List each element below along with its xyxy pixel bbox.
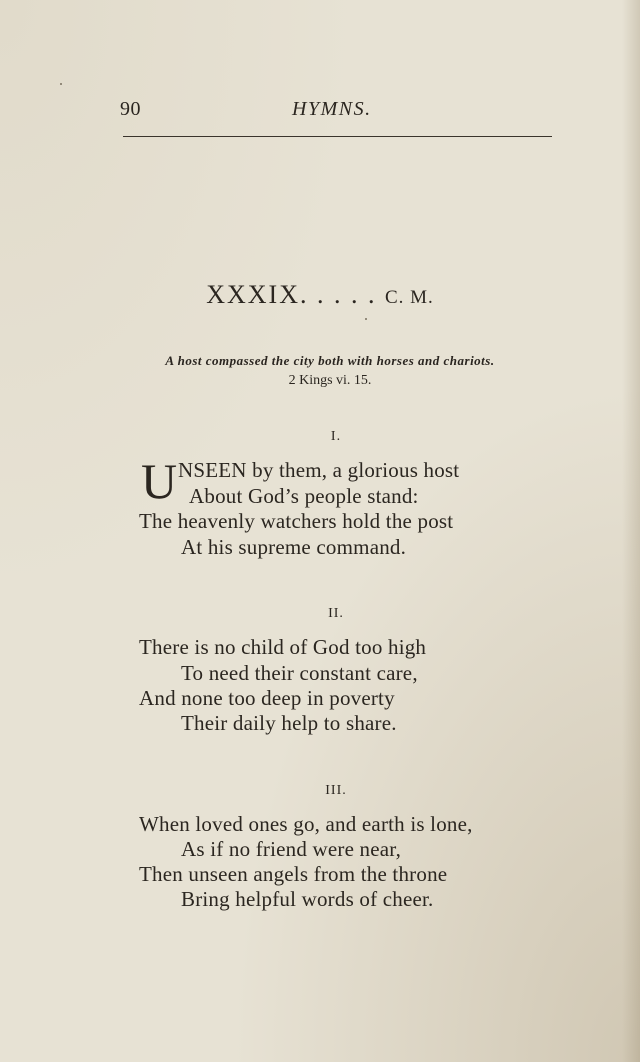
verse-line: Their daily help to share. <box>181 711 397 735</box>
hymn-title <box>0 280 640 310</box>
epigraph: A host compassed the city both with horses and chariots. <box>165 353 495 368</box>
verse-line: To need their constant care, <box>181 661 418 685</box>
page-header <box>120 98 552 124</box>
verse-line: NSEEN by them, a glorious host <box>178 458 460 482</box>
page-edge-shading <box>622 0 640 1062</box>
drop-cap: U <box>141 453 178 509</box>
stanza-numeral: II. <box>328 606 344 621</box>
hymn-meter: C. M. <box>384 287 434 308</box>
verse-line: About God’s people stand: <box>189 484 419 508</box>
paper-speck <box>60 83 62 85</box>
verse-line: There is no child of God too high <box>139 635 427 659</box>
paper-speck <box>365 318 367 320</box>
running-head: HYMNS. <box>292 98 372 120</box>
verse-line: Then unseen angels from the throne <box>139 862 448 886</box>
scripture-reference: 2 Kings vi. 15. <box>288 373 372 388</box>
verse-line: At his supreme command. <box>181 535 407 559</box>
page-number: 90 <box>120 98 141 120</box>
hymn-number: XXXIX. . . . . <box>206 280 377 309</box>
verse-line: When loved ones go, and earth is lone, <box>139 812 473 836</box>
stanza-numeral: III. <box>325 783 347 798</box>
verse-line: And none too deep in poverty <box>139 686 395 710</box>
verse-line: As if no friend were near, <box>181 837 402 861</box>
header-rule <box>123 136 552 137</box>
verse-line: Bring helpful words of cheer. <box>181 887 434 911</box>
stanza-numeral: I. <box>330 429 342 444</box>
verse-line: The heavenly watchers hold the post <box>139 509 454 533</box>
